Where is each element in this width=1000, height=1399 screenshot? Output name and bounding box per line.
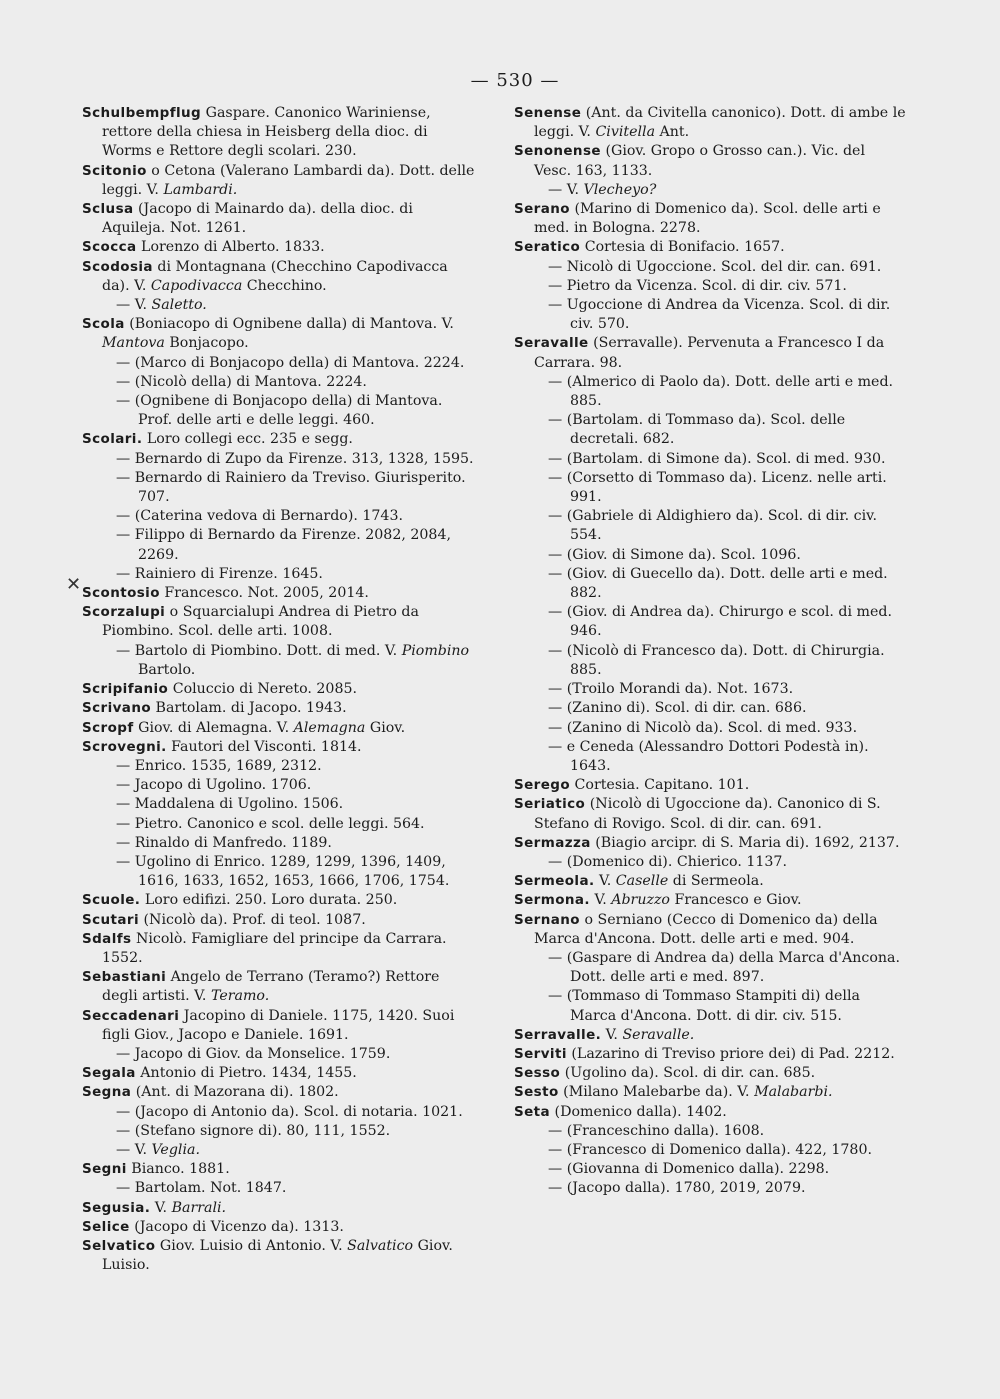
entry-text: — (Stefano signore di). 80, 111, 1552. (116, 1122, 391, 1139)
entry-crossref: Seravalle. (622, 1026, 695, 1043)
entry-headword: Serano (514, 201, 570, 218)
entry-headword: Sebastiani (82, 969, 167, 986)
entry-crossref: Mantova (102, 335, 165, 352)
entry-headword: Sernano (514, 911, 580, 928)
entry-crossref: Salvatico (347, 1237, 414, 1254)
entry-text: — (Almerico di Paolo da). Dott. delle arti e med. 885. (548, 373, 894, 410)
entry-text: V. (150, 1199, 172, 1216)
entry-text: — (Giov. di Andrea da). Chirurgo e scol. di med. 946. (548, 604, 892, 640)
entry-text: — Rinaldo di Manfredo. 1189. (116, 834, 332, 851)
index-subentry (514, 373, 906, 411)
entry-text: — (Bartolam. di Simone da). Scol. di med. 930. (548, 450, 886, 467)
entry-headword: Segni (82, 1161, 127, 1178)
index-subentry (514, 507, 906, 545)
index-entry (514, 142, 906, 180)
right-column (514, 104, 906, 1199)
index-subentry (82, 392, 478, 430)
entry-text: (Milano Malebarbe da). V. (558, 1084, 755, 1101)
index-subentry (514, 680, 906, 699)
entry-text: — Nicolò di Ugoccione. Scol. del dir. can. 691. (548, 258, 882, 275)
index-entry (82, 1007, 478, 1045)
index-entry (514, 1083, 906, 1102)
index-subentry (514, 296, 906, 334)
entry-text: — Bartolam. Not. 1847. (116, 1180, 287, 1197)
entry-crossref: Malabarbi. (754, 1084, 833, 1101)
index-entry (82, 719, 478, 738)
entry-text: Bonjacopo. (164, 335, 249, 352)
index-subentry (514, 450, 906, 469)
index-subentry (514, 1141, 906, 1160)
entry-crossref: Saletto. (151, 297, 207, 314)
entry-text: — Ugoccione di Andrea da Vicenza. Scol. di dir. civ. 570. (548, 297, 891, 333)
entry-text: — Pietro. Canonico e scol. delle leggi. 564. (116, 815, 425, 832)
entry-text: Giov. (365, 719, 406, 736)
entry-text: — (Jacopo di Antonio da). Scol. di notaria. 1021. (116, 1103, 463, 1120)
entry-headword: Scrivano (82, 700, 152, 717)
entry-crossref: Piombino (401, 642, 470, 659)
index-entry (82, 584, 478, 603)
index-entry (82, 699, 478, 718)
entry-text: — (Caterina vedova di Bernardo). 1743. (116, 508, 403, 525)
index-subentry (514, 469, 906, 507)
entry-headword: Serego (514, 777, 571, 794)
entry-text: — (Tommaso di Tommaso Stampiti di) della Marca d'Ancona. Dott. di dir. civ. 515. (548, 988, 860, 1024)
index-entry (514, 1103, 906, 1122)
index-entry (82, 430, 478, 449)
entry-text: — Bernardo di Zupo da Firenze. 313, 1328, 1595. (116, 450, 474, 467)
entry-text: o Squarcialupi Andrea di Pietro da Piombino. Scol. delle arti. 1008. (102, 604, 419, 640)
index-subentry (514, 1179, 906, 1198)
entry-text: — (Zanino di Nicolò da). Scol. di med. 933. (548, 719, 858, 736)
entry-text: o Serniano (Cecco di Domenico da) della Marca d'Ancona. Dott. delle arti e med. 904. (534, 911, 878, 947)
entry-text: — Rainiero di Firenze. 1645. (116, 565, 323, 582)
entry-text: Francesco e Giov. (669, 892, 802, 909)
entry-text: Bartolam. di Jacopo. 1943. (151, 700, 347, 717)
index-subentry (514, 546, 906, 565)
index-subentry (514, 258, 906, 277)
entry-text: Giov. Luisio di Antonio. V. (155, 1237, 348, 1254)
index-entry (82, 1064, 478, 1083)
entry-text: — (Giovanna di Domenico dalla). 2298. (548, 1161, 830, 1178)
index-entry (82, 603, 478, 641)
entry-text: — V. (116, 1141, 152, 1158)
index-entry (82, 968, 478, 1006)
entry-text: di Montagnana (Checchino Capodivacca da). V. (102, 258, 448, 294)
entry-text: — (Ognibene di Bonjacopo della) di Mantova. Prof. delle arti e delle leggi. 460. (116, 393, 443, 429)
index-subentry (514, 181, 906, 200)
index-subentry (514, 277, 906, 296)
index-subentry (82, 450, 478, 469)
index-entry (514, 104, 906, 142)
entry-crossref: Lambardi. (163, 181, 238, 198)
index-entry (82, 1160, 478, 1179)
entry-headword: Scripifanio (82, 681, 169, 698)
index-entry (514, 238, 906, 257)
index-entry (514, 334, 906, 372)
entry-text: V. (601, 1026, 623, 1043)
entry-text: — (Marco di Bonjacopo della) di Mantova. 2224. (116, 354, 465, 371)
entry-text: Antonio di Pietro. 1434, 1455. (135, 1065, 357, 1082)
entry-headword: Sermona. (514, 892, 590, 909)
entry-text: — (Zanino di). Scol. di dir. can. 686. (548, 700, 807, 717)
entry-headword: Selvatico (82, 1237, 156, 1254)
entry-text: (Ant. da Civitella canonico). Dott. di ambe le leggi. V. (534, 105, 906, 141)
entry-text: (Biagio arcipr. di S. Maria di). 1692, 2137. (590, 834, 900, 851)
entry-text: (Lazarino di Treviso priore dei) di Pad. 2212. (566, 1045, 895, 1062)
entry-crossref: Vlecheyo? (583, 181, 657, 198)
index-subentry (82, 1179, 478, 1198)
entry-text: — Pietro da Vicenza. Scol. di dir. civ. 571. (548, 277, 847, 294)
index-entry (82, 891, 478, 910)
index-entry (82, 680, 478, 699)
entry-text: (Boniacopo di Ognibene dalla) di Mantova. V. (124, 316, 454, 333)
entry-headword: Senonense (514, 143, 601, 160)
left-column (82, 104, 478, 1275)
entry-crossref: Caselle (615, 873, 669, 890)
entry-text: (Marino di Domenico da). Scol. delle arti e med. in Bologna. 2278. (534, 201, 881, 237)
entry-crossref: Capodivacca (150, 277, 243, 294)
index-subentry (82, 373, 478, 392)
index-subentry (514, 565, 906, 603)
index-entry (82, 315, 478, 353)
index-subentry (514, 603, 906, 641)
entry-headword: Scorzalupi (82, 604, 166, 621)
entry-text: Francesco. Not. 2005, 2014. (159, 585, 369, 602)
index-subentry (514, 738, 906, 776)
entry-text: Loro edifizi. 250. Loro durata. 250. (140, 892, 398, 909)
entry-text: — (Domenico di). Chierico. 1137. (548, 853, 787, 870)
entry-text: Giov. di Alemagna. V. (133, 719, 294, 736)
index-subentry (82, 815, 478, 834)
entry-text: — Jacopo di Giov. da Monselice. 1759. (116, 1045, 391, 1062)
entry-headword: Scolari. (82, 431, 143, 448)
index-entry (514, 891, 906, 910)
entry-text: Bartolo. (138, 661, 196, 678)
entry-text: — (Bartolam. di Tommaso da). Scol. delle decretali. 682. (548, 412, 846, 448)
entry-headword: Scrovegni. (82, 738, 167, 755)
entry-headword: Segna (82, 1084, 132, 1101)
entry-text: (Nicolò da). Prof. di teol. 1087. (139, 911, 366, 928)
index-subentry (514, 853, 906, 872)
entry-text: V. (594, 873, 616, 890)
entry-text: Bianco. 1881. (126, 1161, 230, 1178)
index-entry (514, 1045, 906, 1064)
index-subentry (514, 1122, 906, 1141)
entry-headword: Sermeola. (514, 873, 595, 890)
entry-text: — Maddalena di Ugolino. 1506. (116, 796, 344, 813)
index-subentry (514, 1160, 906, 1179)
index-entry (82, 1199, 478, 1218)
index-entry (514, 795, 906, 833)
index-entry (514, 1026, 906, 1045)
index-entry (82, 162, 478, 200)
entry-text: Gaspare. Canonico Wariniense, rettore della chiesa in Heisberg della dioc. di Worms e Rettore degli scolari. 230. (102, 105, 431, 160)
index-subentry (514, 719, 906, 738)
index-entry (82, 930, 478, 968)
index-entry (82, 200, 478, 238)
entry-headword: Schulbempflug (82, 105, 202, 121)
index-subentry (82, 795, 478, 814)
entry-text: (Ant. di Mazorana di). 1802. (131, 1084, 339, 1101)
entry-text: o Cetona (Valerano Lambardi da). Dott. delle leggi. V. (102, 162, 475, 198)
index-subentry (82, 757, 478, 776)
entry-text: (Giov. Gropo o Grosso can.). Vic. del Vesc. 163, 1133. (534, 143, 865, 179)
index-subentry (82, 1103, 478, 1122)
entry-headword: Scuole. (82, 892, 141, 909)
entry-headword: Scola (82, 316, 125, 333)
entry-headword: Scitonio (82, 162, 147, 179)
entry-headword: Sclusa (82, 201, 134, 218)
index-subentry (514, 699, 906, 718)
entry-text: — Enrico. 1535, 1689, 2312. (116, 757, 322, 774)
entry-crossref: Barrali. (171, 1199, 227, 1216)
entry-text: — Filippo di Bernardo da Firenze. 2082, 2084, 2269. (116, 527, 451, 563)
index-subentry (82, 526, 478, 564)
index-entry (514, 200, 906, 238)
index-entry (514, 872, 906, 891)
entry-text: — (Nicolò di Francesco da). Dott. di Chirurgia. 885. (548, 642, 885, 678)
entry-text: di Sermeola. (668, 873, 764, 890)
entry-text: — (Gaspare di Andrea da) della Marca d'Ancona. Dott. delle arti e med. 897. (548, 949, 901, 986)
entry-text: Cortesia. Capitano. 101. (570, 777, 750, 794)
entry-headword: Serravalle. (514, 1026, 602, 1043)
index-subentry (514, 987, 906, 1025)
entry-text: Fautori del Visconti. 1814. (166, 738, 362, 755)
entry-headword: Sesto (514, 1084, 559, 1101)
index-entry (82, 1237, 478, 1275)
entry-text: — (Franceschino dalla). 1608. (548, 1122, 765, 1139)
entry-headword: Scocca (82, 239, 137, 256)
entry-text: — Bartolo di Piombino. Dott. di med. V. (116, 642, 402, 659)
index-entry (82, 104, 478, 162)
entry-crossref: Civitella (595, 124, 656, 141)
entry-text: Nicolò. Famigliare del principe da Carrara. 1552. (102, 930, 447, 966)
index-subentry (82, 642, 478, 680)
entry-text: — V. (548, 181, 584, 198)
index-entry (82, 258, 478, 296)
entry-headword: Scutari (82, 911, 139, 928)
index-entry (514, 1064, 906, 1083)
margin-cross-mark: ✕ (66, 574, 82, 595)
index-entry (514, 911, 906, 949)
entry-text: Angelo de Terrano (Teramo?) Rettore degli artisti. V. (102, 969, 440, 1005)
index-subentry (82, 354, 478, 373)
entry-text: (Nicolò di Ugoccione da). Canonico di S. Stefano di Rovigo. Scol. di dir. can. 691. (534, 796, 881, 832)
entry-headword: Segala (82, 1065, 136, 1082)
entry-text: (Jacopo di Mainardo da). della dioc. di Aquileja. Not. 1261. (102, 201, 413, 237)
index-subentry (82, 507, 478, 526)
index-subentry (82, 853, 478, 891)
index-subentry (82, 834, 478, 853)
index-subentry (82, 296, 478, 315)
entry-text: V. (589, 892, 612, 909)
index-subentry (82, 469, 478, 507)
index-subentry (82, 776, 478, 795)
entry-text: Cortesia di Bonifacio. 1657. (580, 239, 785, 256)
entry-text: — (Giov. di Guecello da). Dott. delle arti e med. 882. (548, 565, 888, 602)
entry-text: (Serravalle). Pervenuta a Francesco I da Carrara. 98. (534, 335, 885, 371)
entry-text: Checchino. (242, 277, 327, 294)
entry-headword: Segusia. (82, 1199, 151, 1216)
entry-headword: Seratico (514, 239, 581, 256)
entry-headword: Scodosia (82, 258, 153, 275)
entry-text: — Bernardo di Rainiero da Treviso. Giurisperito. 707. (116, 469, 466, 506)
entry-headword: Sermazza (514, 834, 591, 851)
entry-text: — Ugolino di Enrico. 1289, 1299, 1396, 1409, 1616, 1633, 1652, 1653, 1666, 1706, 1754. (116, 853, 450, 890)
entry-text: — (Giov. di Simone da). Scol. 1096. (548, 546, 801, 563)
index-entry (82, 1218, 478, 1237)
entry-crossref: Veglia. (151, 1141, 200, 1158)
entry-headword: Serviti (514, 1045, 567, 1062)
page-number: — 530 — (470, 70, 560, 91)
index-subentry (82, 1122, 478, 1141)
entry-text: Giov. Luisio. (102, 1237, 453, 1274)
entry-text: Coluccio di Nereto. 2085. (168, 681, 358, 698)
entry-crossref: Abruzzo (611, 892, 670, 909)
entry-text: — V. (116, 297, 152, 314)
entry-text: — (Francesco di Domenico dalla). 422, 1780. (548, 1141, 872, 1158)
entry-headword: Selice (82, 1218, 130, 1235)
entry-headword: Senense (514, 105, 582, 121)
entry-text: — (Gabriele di Aldighiero da). Scol. di dir. civ. 554. (548, 508, 877, 544)
entry-text: (Ugolino da). Scol. di dir. can. 685. (560, 1065, 816, 1082)
entry-text: — e Ceneda (Alessandro Dottori Podestà in). 1643. (548, 738, 869, 774)
index-subentry (82, 565, 478, 584)
index-entry (82, 738, 478, 757)
entry-text: Loro collegi ecc. 235 e segg. (142, 431, 353, 448)
entry-text: Jacopino di Daniele. 1175, 1420. Suoi figli Giov., Jacopo e Daniele. 1691. (102, 1007, 455, 1043)
entry-text: — (Corsetto di Tommaso da). Licenz. nelle arti. 991. (548, 469, 887, 506)
index-entry (514, 834, 906, 853)
entry-text: — (Nicolò della) di Mantova. 2224. (116, 373, 367, 390)
entry-crossref: Alemagna (293, 719, 366, 736)
index-entry (82, 238, 478, 257)
entry-text: — Jacopo di Ugolino. 1706. (116, 777, 312, 794)
entry-text: (Jacopo di Vicenzo da). 1313. (129, 1218, 344, 1235)
entry-headword: Seriatico (514, 796, 586, 813)
entry-headword: Seccadenari (82, 1007, 180, 1024)
entry-crossref: Teramo. (210, 988, 270, 1005)
index-subentry (514, 642, 906, 680)
entry-headword: Scropf (82, 719, 134, 736)
index-subentry (514, 949, 906, 987)
entry-headword: Seravalle (514, 335, 589, 352)
entry-text: Lorenzo di Alberto. 1833. (136, 239, 325, 256)
index-entry (514, 776, 906, 795)
entry-text: (Domenico dalla). 1402. (550, 1103, 727, 1120)
index-subentry (82, 1045, 478, 1064)
index-entry (82, 911, 478, 930)
entry-headword: Seta (514, 1103, 551, 1120)
index-subentry (514, 411, 906, 449)
index-entry (82, 1083, 478, 1102)
entry-text: — (Jacopo dalla). 1780, 2019, 2079. (548, 1180, 806, 1197)
entry-headword: Sdalfs (82, 930, 132, 947)
entry-text: Ant. (655, 124, 690, 141)
entry-text: — (Troilo Morandi da). Not. 1673. (548, 681, 794, 698)
entry-headword: Sesso (514, 1065, 561, 1082)
index-subentry (82, 1141, 478, 1160)
entry-headword: Scontosio (82, 585, 160, 602)
